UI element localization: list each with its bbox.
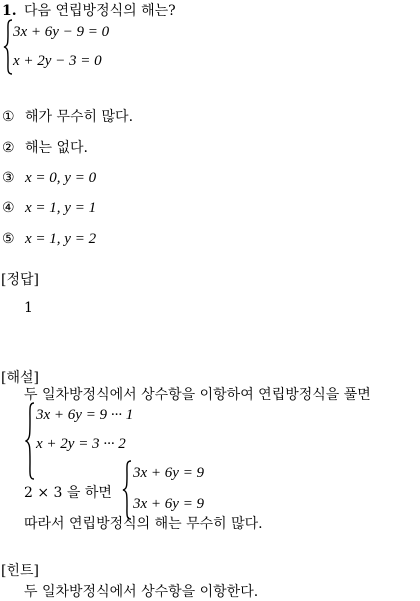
- system-equation-1: 3x + 6y − 9 = 0: [13, 24, 110, 40]
- explanation-equation-2: x + 2y = 3 ··· 2: [36, 436, 126, 452]
- choice-mark: ②: [2, 140, 15, 156]
- choice-text: 해는 없다.: [25, 140, 89, 156]
- problem-question: 다음 연립방정식의 해는?: [24, 3, 176, 19]
- explanation-system-brace-1: [25, 402, 35, 480]
- hint-text: 두 일차방정식에서 상수항을 이항한다.: [24, 584, 259, 600]
- choice-mark: ⑤: [2, 231, 15, 247]
- system-brace: [3, 19, 13, 75]
- choice-mark: ④: [2, 200, 15, 216]
- choice-text: 해가 무수히 많다.: [25, 109, 134, 125]
- answer-heading: [정답]: [1, 272, 39, 288]
- choice-item-4[interactable]: [2, 201, 96, 216]
- choice-mark: ①: [2, 109, 15, 125]
- explanation-equation-4: 3x + 6y = 9: [133, 496, 205, 512]
- explanation-heading: [해설]: [1, 370, 39, 386]
- choice-text: x = 1, y = 1: [25, 200, 97, 216]
- system-equation-2: x + 2y − 3 = 0: [13, 53, 102, 69]
- choice-item-5[interactable]: [2, 232, 96, 247]
- explanation-equation-1: 3x + 6y = 9 ··· 1: [36, 407, 134, 423]
- explanation-step-label: 2 × 3 을 하면: [24, 485, 112, 501]
- choice-mark: ③: [2, 170, 15, 186]
- explanation-line-1: 두 일차방정식에서 상수항을 이항하여 연립방정식을 풀면: [24, 387, 371, 403]
- explanation-equation-3: 3x + 6y = 9: [133, 465, 205, 481]
- choice-item-3[interactable]: [2, 171, 96, 186]
- choice-item-1[interactable]: [2, 110, 133, 124]
- problem-number: 1.: [2, 3, 17, 19]
- choice-text: x = 1, y = 2: [25, 231, 97, 247]
- choice-item-2[interactable]: [2, 141, 88, 155]
- choice-text: x = 0, y = 0: [25, 170, 97, 186]
- hint-heading: [힌트]: [1, 563, 39, 579]
- explanation-conclusion: 따라서 연립방정식의 해는 무수히 많다.: [24, 516, 263, 532]
- answer-value: 1: [24, 300, 33, 316]
- explanation-system-brace-2: [122, 460, 132, 520]
